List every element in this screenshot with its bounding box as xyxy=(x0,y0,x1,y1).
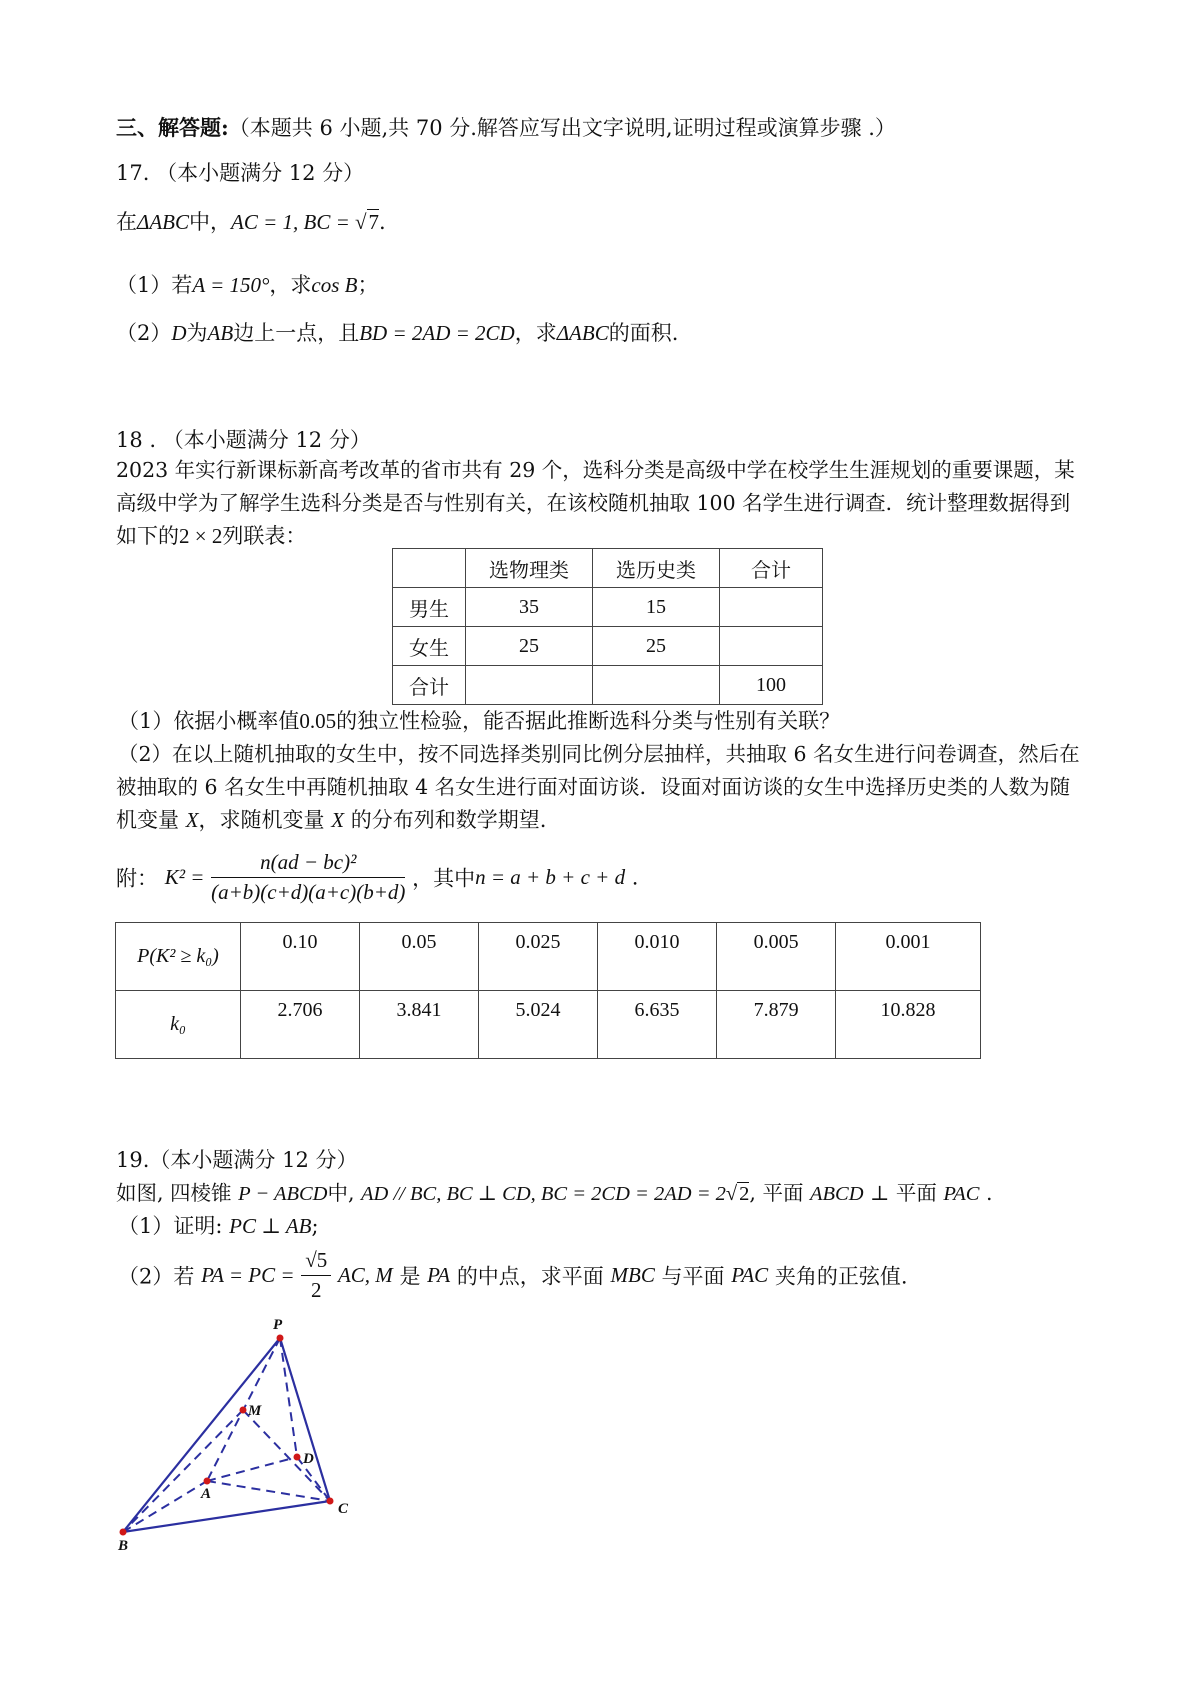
critical-p-cell: 0.10 xyxy=(241,923,360,991)
q18-part2-line3-c: 的分布列和数学期望. xyxy=(350,808,547,832)
q18-part1-math: 0.05 xyxy=(299,709,337,733)
table-cell: 合计 xyxy=(393,666,466,705)
formula-fraction xyxy=(211,850,405,905)
q17-part2-math3: BD = 2AD = 2CD xyxy=(359,321,515,345)
q19-part1-math: PC ⊥ AB xyxy=(229,1214,312,1238)
q19-stem: 如图, 四棱锥 P − ABCD中, AD // BC, BC ⊥ CD, BC = 2CD = 2AD = 2√2, 平面 ABCD ⊥ 平面 PAC . xyxy=(116,1181,993,1205)
critical-k-cell: 2.706 xyxy=(241,991,360,1059)
q19-stem-math3: ABCD xyxy=(810,1183,864,1205)
q19-score: （本小题满分 12 分） xyxy=(149,1148,358,1172)
table-header-row xyxy=(393,549,823,588)
label-p: P xyxy=(273,1317,283,1333)
critical-p-cell: 0.001 xyxy=(836,923,981,991)
edge-mb xyxy=(123,1410,243,1532)
q18-part1-a: （1）依据小概率值 xyxy=(118,709,300,733)
q19-part2 xyxy=(118,1248,908,1303)
table-cell: 25 xyxy=(466,627,593,666)
critical-p-cell: 0.025 xyxy=(479,923,598,991)
q17-part1-end: ； xyxy=(357,273,379,297)
q19-part2-text1: 是 xyxy=(399,1264,421,1289)
critical-row-label: k₀ xyxy=(116,991,241,1059)
table-row xyxy=(393,588,823,627)
q17-stem-prefix: 在 xyxy=(116,210,137,234)
critical-k-cell: 3.841 xyxy=(360,991,479,1059)
q19-part1-end: ; xyxy=(311,1214,319,1238)
edge-bc xyxy=(123,1501,330,1532)
q19-part2-label: （2）若 xyxy=(118,1264,195,1289)
table-cell xyxy=(593,666,720,705)
q18-part2-line2: 被抽取的 6 名女生中再随机抽取 4 名女生进行面对面访谈．设面对面访谈的女生中选择历史类的人数为随 xyxy=(116,775,1071,799)
q19-stem-sqrt: 2 xyxy=(739,1183,750,1205)
vertex-b xyxy=(120,1529,127,1536)
label-c: C xyxy=(338,1501,349,1517)
q17-stem-tri: ΔABC xyxy=(137,210,189,234)
q19-stem-d: ⊥ 平面 xyxy=(870,1181,937,1205)
table-header-cell: 选历史类 xyxy=(593,549,720,588)
table-cell: 15 xyxy=(593,588,720,627)
q19-part2-math4: MBC xyxy=(610,1263,655,1287)
section-heading xyxy=(116,113,896,143)
formula-denominator: (a+b)(c+d)(a+c)(b+d) xyxy=(211,880,406,904)
table-cell xyxy=(720,588,823,627)
contingency-table xyxy=(392,548,823,705)
critical-row-label: P(K² ≥ k₀) xyxy=(116,923,241,991)
q17-part2-text2: 边上一点，且 xyxy=(233,321,360,345)
q18-part2-line3-b: ，求随机变量 xyxy=(198,808,325,832)
q19-stem-b: 中, xyxy=(327,1181,355,1205)
q17-part1-math: A = 150° xyxy=(192,273,270,297)
q18-score: （本小题满分 12 分） xyxy=(162,428,371,452)
vertex-c xyxy=(327,1498,334,1505)
q18-part1-b: 的独立性检验，能否据此推断选科分类与性别有关联？ xyxy=(336,709,841,733)
q19-header xyxy=(116,1145,357,1175)
appendix-label: 附： xyxy=(116,866,158,891)
section-note: （本题共 6 小题,共 70 分.解答应写出文字说明,证明过程或演算步骤 .） xyxy=(228,116,896,140)
q19-stem-end: . xyxy=(986,1181,993,1205)
formula-tail-math: n = a + b + c + d xyxy=(475,865,626,889)
critical-k-cell: 7.879 xyxy=(717,991,836,1059)
q18-part2-line3-x2: X xyxy=(331,808,345,832)
table-header-cell: 合计 xyxy=(720,549,823,588)
pyramid-hidden-edges xyxy=(123,1338,330,1532)
q17-stem-end: . xyxy=(379,210,386,234)
q19-stem-math4: PAC xyxy=(943,1183,980,1205)
q19-part2-text4: 夹角的正弦值. xyxy=(774,1264,908,1289)
q18-part2-line3 xyxy=(116,805,546,835)
q17-part2 xyxy=(116,318,678,348)
edge-pd xyxy=(280,1338,297,1457)
q17-stem-sqrt: 7 xyxy=(368,210,380,234)
q18-para-line3-math: 2 × 2 xyxy=(179,524,223,548)
vertex-m xyxy=(240,1407,247,1414)
table-cell: 女生 xyxy=(393,627,466,666)
q19-stem-a: 如图, 四棱锥 xyxy=(116,1181,232,1205)
label-d: D xyxy=(303,1451,314,1467)
q17-part2-math1: D xyxy=(171,321,187,345)
q17-score: （本小题满分 12 分） xyxy=(156,161,365,185)
edge-pb xyxy=(123,1338,280,1532)
table-cell: 男生 xyxy=(393,588,466,627)
critical-k-cell: 5.024 xyxy=(479,991,598,1059)
table-row xyxy=(393,666,823,705)
q18-para-line3-b: 列联表： xyxy=(222,524,307,548)
vertex-d xyxy=(294,1454,301,1461)
q19-part1 xyxy=(118,1211,319,1241)
q17-part2-math4: ΔABC xyxy=(556,321,609,345)
k2-formula xyxy=(116,850,638,905)
edge-ad xyxy=(207,1457,297,1481)
q17-part1 xyxy=(116,270,378,300)
table-header-cell: 选物理类 xyxy=(466,549,593,588)
formula-numerator: n(ad − bc)² xyxy=(211,850,405,878)
pyramid-solid-edges xyxy=(123,1338,330,1532)
q19-part2-text2: 的中点，求平面 xyxy=(456,1264,604,1289)
table-cell xyxy=(720,627,823,666)
critical-p-cell: 0.005 xyxy=(717,923,836,991)
formula-tail-a: ，其中 xyxy=(412,866,476,891)
q17-part1-math2: cos B xyxy=(311,273,358,297)
table-cell: 25 xyxy=(593,627,720,666)
table-cell: 35 xyxy=(466,588,593,627)
edge-ac xyxy=(207,1481,330,1501)
critical-p-cell: 0.05 xyxy=(360,923,479,991)
formula-tail-end: . xyxy=(631,865,639,890)
q19-stem-math1: P − ABCD xyxy=(238,1183,328,1205)
label-m: M xyxy=(248,1403,262,1419)
q19-part2-frac-den: 2 xyxy=(311,1278,322,1302)
label-b: B xyxy=(118,1538,129,1554)
q19-part2-math3: PA xyxy=(427,1263,451,1287)
q18-part2-line3-x1: X xyxy=(185,808,199,832)
q19-part2-text3: 与平面 xyxy=(661,1264,725,1289)
critical-value-table xyxy=(115,922,981,1059)
q18-para-line3-a: 如下的 xyxy=(116,524,179,548)
q17-part2-math2: AB xyxy=(207,321,234,345)
q17-stem-mid: 中， xyxy=(189,210,231,234)
q19-part2-math5: PAC xyxy=(731,1263,769,1287)
q17-part2-label: （2） xyxy=(116,321,172,345)
q17-part2-text1: 为 xyxy=(186,321,208,345)
q17-part2-text3: ，求 xyxy=(514,321,557,345)
formula-lhs: K² = xyxy=(164,865,205,889)
vertex-a xyxy=(204,1478,211,1485)
pyramid-figure xyxy=(100,1310,380,1560)
q17-part1-label: （1）若 xyxy=(116,273,193,297)
q18-para-line1: 2023 年实行新课标新高考改革的省市共有 29 个，选科分类是高级中学在校学生生涯规划的重要课题，某 xyxy=(116,458,1075,482)
q19-part2-math1: PA = PC = xyxy=(201,1263,295,1287)
q17-header xyxy=(116,158,364,188)
q17-stem-cond: AC = 1, BC = xyxy=(231,210,356,234)
q19-part2-frac-num: √5 xyxy=(301,1248,331,1276)
q18-part1 xyxy=(118,706,840,736)
q18-part2-line1: （2）在以上随机抽取的女生中，按不同选择类别同比例分层抽样，共抽取 6 名女生进行问卷调查，然后在 xyxy=(118,742,1080,766)
q17-part2-text4: 的面积. xyxy=(608,321,679,345)
critical-k-row xyxy=(116,991,981,1059)
label-a: A xyxy=(201,1486,212,1502)
q19-part1-label: （1）证明: xyxy=(118,1214,223,1238)
critical-k-cell: 10.828 xyxy=(836,991,981,1059)
q19-stem-math2: AD // BC, BC ⊥ CD, BC = 2CD = 2AD = 2 xyxy=(361,1183,726,1205)
q18-header xyxy=(116,425,371,455)
q17-part1-mid: ，求 xyxy=(269,273,312,297)
q19-part2-fraction xyxy=(301,1248,331,1303)
table-header-cell xyxy=(393,549,466,588)
table-cell: 100 xyxy=(720,666,823,705)
q19-part2-math2: AC, M xyxy=(337,1263,393,1287)
critical-p-row xyxy=(116,923,981,991)
critical-p-cell: 0.010 xyxy=(598,923,717,991)
table-row xyxy=(393,627,823,666)
table-cell xyxy=(466,666,593,705)
critical-k-cell: 6.635 xyxy=(598,991,717,1059)
q18-para-line3 xyxy=(116,521,306,551)
q17-number: 17. xyxy=(116,161,150,185)
edge-pc xyxy=(280,1338,330,1501)
section-title: 三、解答题: xyxy=(116,115,229,140)
q19-stem-c: , 平面 xyxy=(749,1181,804,1205)
vertex-p xyxy=(277,1335,284,1342)
q18-number: 18 . xyxy=(116,428,157,452)
q18-part2-line3-a: 机变量 xyxy=(116,808,179,832)
q18-para-line2: 高级中学为了解学生选科分类是否与性别有关，在该校随机抽取 100 名学生进行调查．统计整理数据得到 xyxy=(116,491,1071,515)
q19-number: 19. xyxy=(116,1148,150,1172)
q17-stem: 在ΔABC中，AC = 1, BC = √7. xyxy=(116,210,386,234)
